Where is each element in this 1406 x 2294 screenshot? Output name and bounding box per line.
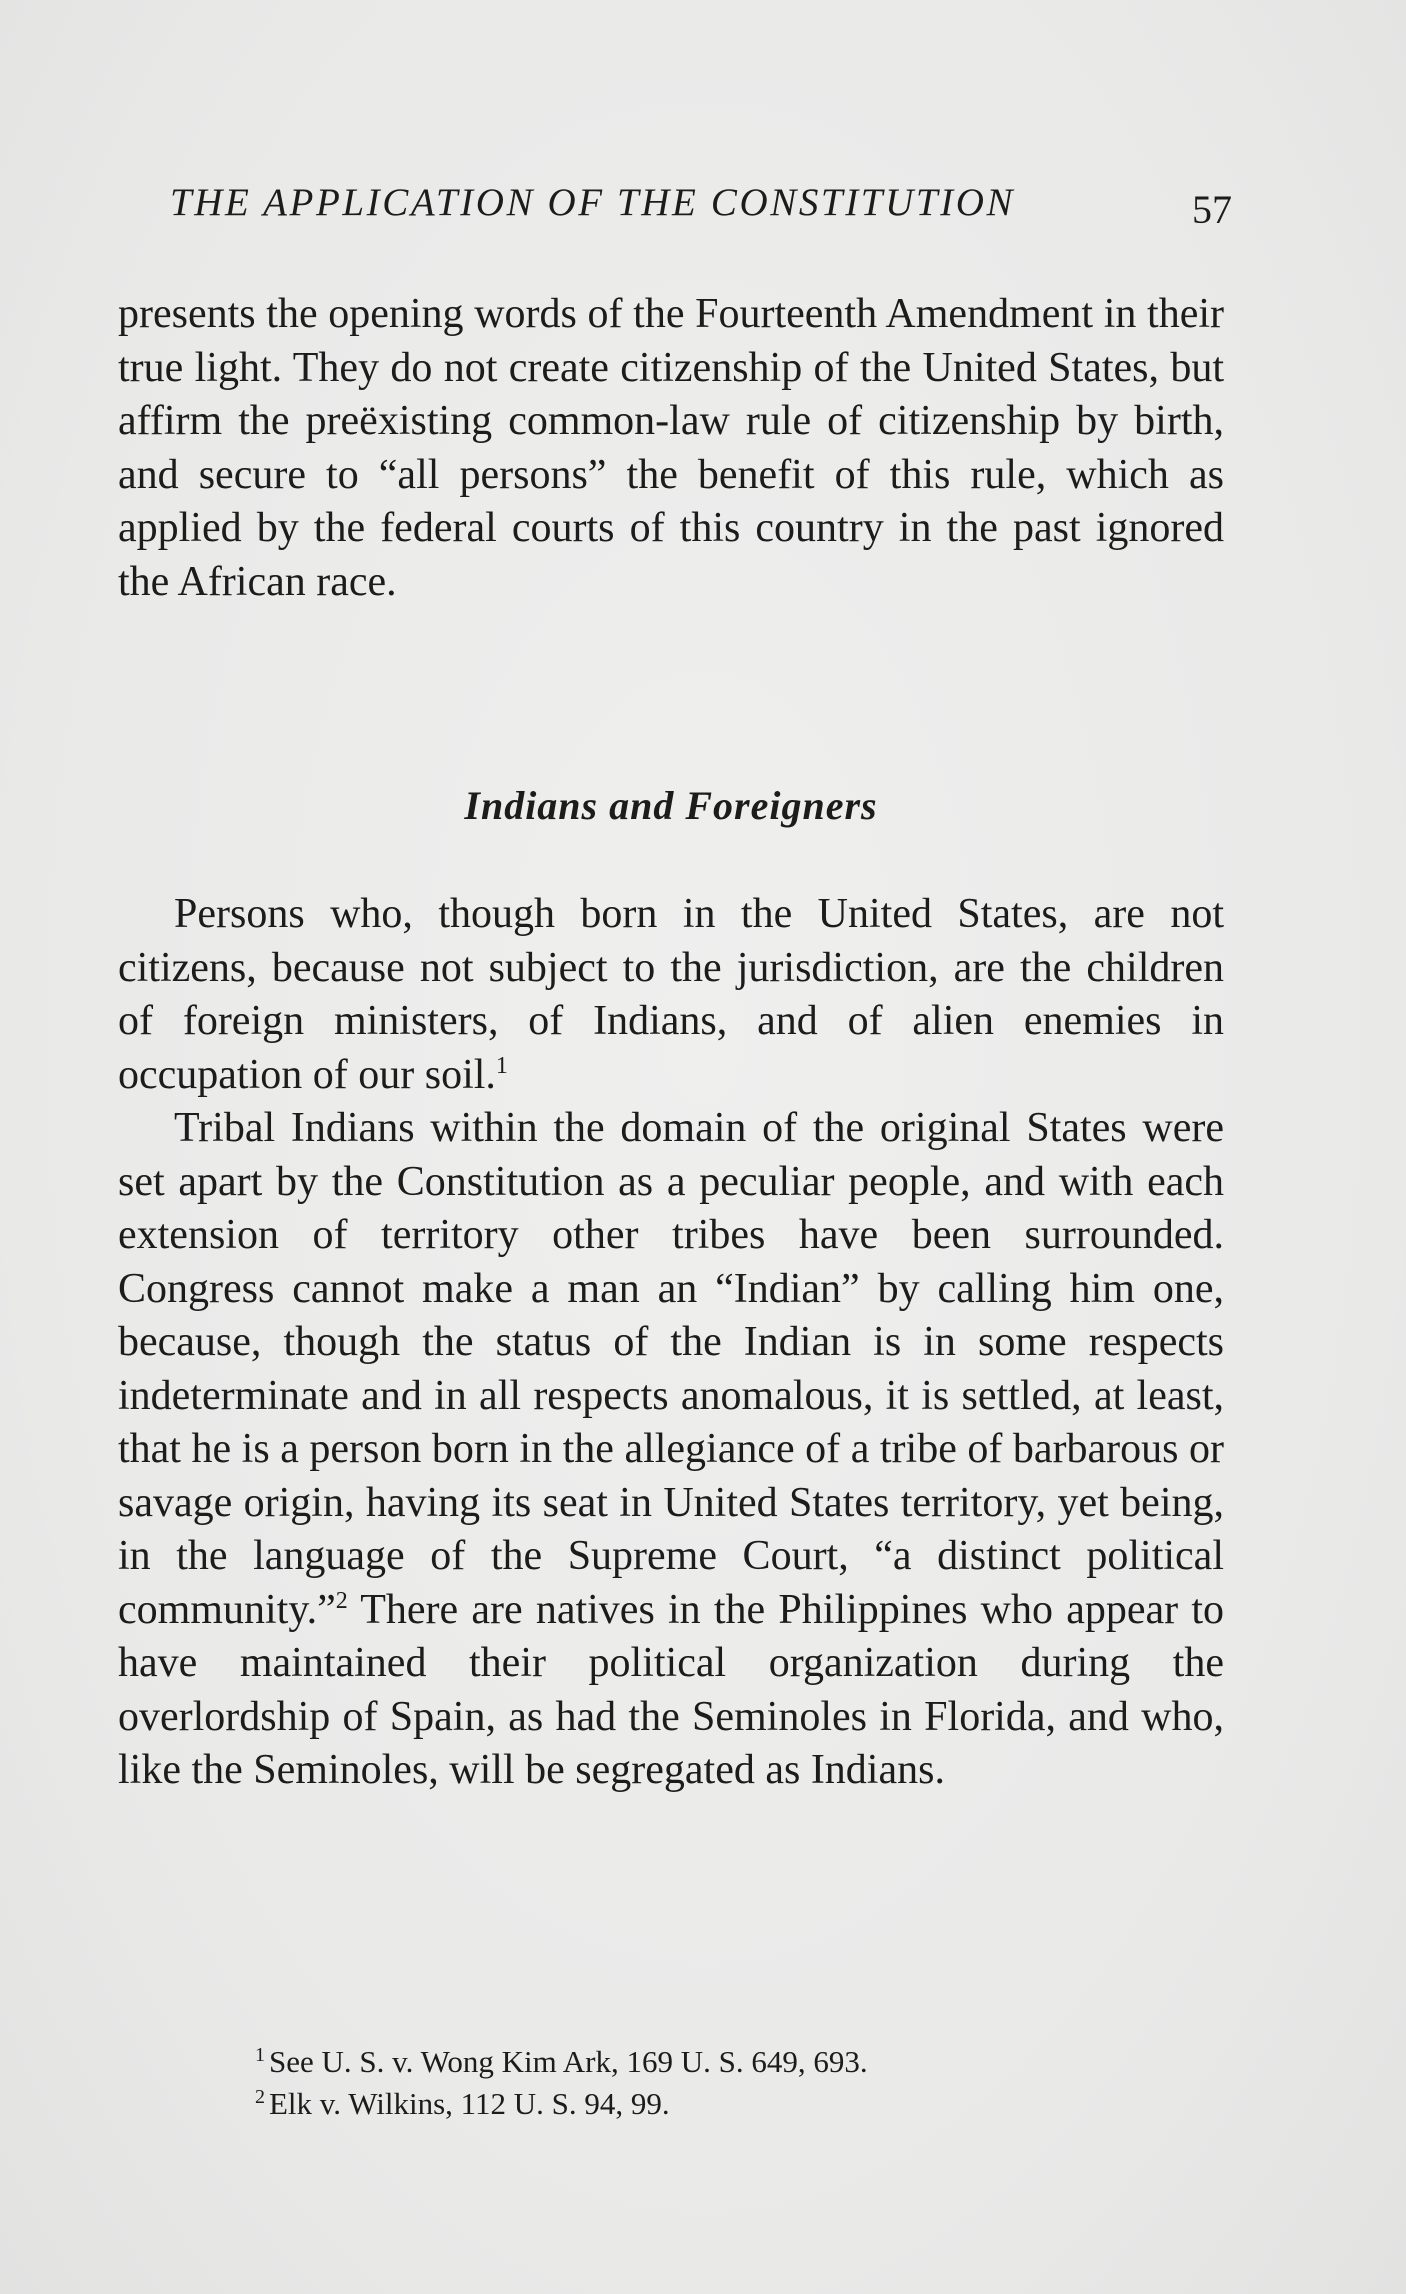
- footnote-marker: 1: [255, 2043, 265, 2066]
- running-head: [170, 180, 1232, 240]
- paragraph-text: There are natives in the Philippines who appear to have maintained their political organization during the overlordship of Spain, as had the Seminoles in Florida, and who, like the Seminoles, will be segregated as Indians.: [118, 1586, 1224, 1793]
- footnote-text: See U. S. v. Wong Kim Ark, 169 U. S. 649, 693.: [269, 2044, 868, 2079]
- paragraph-tribal-indians: [118, 1102, 1224, 1798]
- footnotes: [255, 2041, 1215, 2125]
- page-number: 57: [1192, 187, 1232, 232]
- footnote-reference: 1: [495, 1052, 508, 1079]
- paragraph-text: Tribal Indians within the domain of the original States were set apart by the Constitution as a peculiar people, and with each extension of territory other tribes have been surrounded. Congress cannot make a man an “Indian” by calling him one, because, though the status of the Indian is in some respects indeterminate and in all respects anomalous, it is settled, at least, that he is a person born in the allegiance of a tribe of barbarous or savage origin, having its seat in United States territory, yet being, in the language of the Supreme Court, “a distinct political community.”: [118, 1105, 1224, 1633]
- footnote-text: Elk v. Wilkins, 112 U. S. 94, 99.: [269, 2086, 670, 2121]
- running-title: THE APPLICATION OF THE CONSTITUTION: [170, 181, 1016, 224]
- paragraph-continued: presents the opening words of the Fourteenth Amendment in their true light. They do not create citizenship of the United States, but affirm the preëxisting common-law rule of citizenship by birth, and secure to “all persons” the benefit of this rule, which as applied by the federal courts of this country in the past ignored the African race.: [118, 291, 1224, 605]
- section-heading: Indians and Foreigners: [464, 783, 878, 828]
- footnote-reference: 2: [335, 1587, 348, 1614]
- footnote: [255, 2041, 1215, 2083]
- paragraph-text: Persons who, though born in the United States, are not citizens, because not subject to the jurisdiction, are the children of foreign ministers, of Indians, and of alien enemies in occupation of our soil.: [118, 891, 1224, 1098]
- footnote-marker: 2: [255, 2085, 265, 2108]
- paragraph-persons: [118, 888, 1224, 1102]
- footnote: [255, 2083, 1215, 2125]
